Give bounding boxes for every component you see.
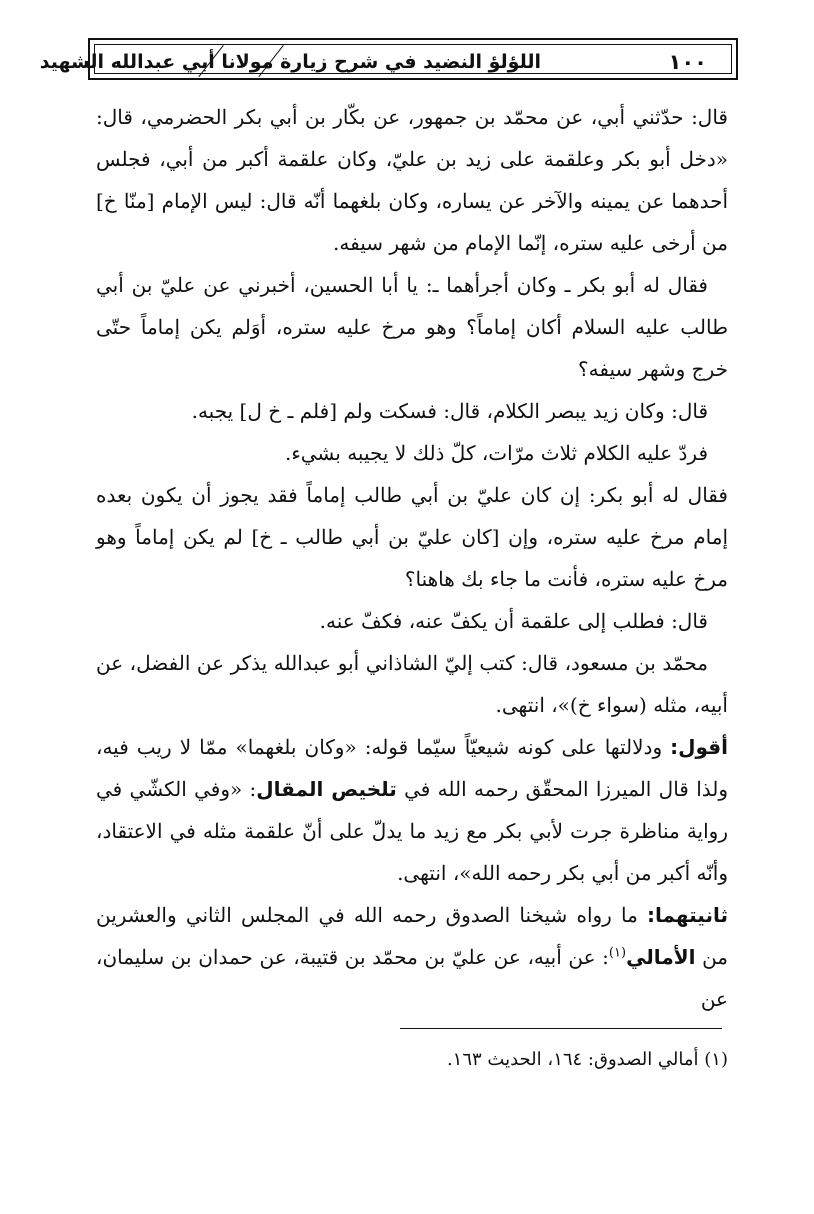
paragraph: فقال له أبو بكر: إن كان عليّ بن أبي طالب إماماً فقد يجوز أن يكون بعده إمام مرخ عليه ستره، وإن [كان عليّ بن أبي طالب ـ خ] لم يكن إماماً وهو مرخ عليه ستره، فأنت ما جاء بك هاهنا؟ [96,483,728,591]
footnote-separator [400,1028,722,1029]
footnote-number: (١) [704,1049,728,1070]
paragraph: قال: فطلب إلى علقمة أن يكفّ عنه، فكفّ عنه. [319,609,708,633]
paragraph: قال: حدّثني أبي، عن محمّد بن جمهور، عن بكّار بن أبي بكر الحضرمي، قال: «دخل أبو بكر وعلقمة على زيد بن عليّ، وكان علقمة أكبر من أبي، فجلس أحدهما عن يمينه والآخر عن يساره، وكان بلغهما أنّه قال: ليس الإمام [منّا خ] من أرخى عليه ستره، إنّما الإمام من شهر سيفه. [96,105,728,255]
header-inner-frame [39,44,732,74]
paragraph: قال: وكان زيد يبصر الكلام، قال: فسكت ولم [فلم ـ خ ل] يجبه. [191,399,708,423]
main-text [96,96,728,1020]
thaniyatuhuma-label: ثانيتهما: [647,903,728,927]
paragraph-aqul [96,726,728,894]
thaniyatuhuma-text-chain: : عن أبيه، عن عليّ بن محمّد بن قتيبة، عن حمدان بن سليمان، عن [96,945,728,1011]
book-name: تلخيص المقال [256,777,397,801]
footnote-reference[interactable]: (١) [608,945,627,961]
footnote [96,1046,728,1074]
book-title: اللؤلؤ النضيد في شرح زيارة مولانا أبي عبدالله الشهيد [39,51,541,73]
paragraph: فقال له أبو بكر ـ وكان أجرأهما ـ: يا أبا الحسين، أخبرني عن عليّ بن أبي طالب عليه السلام أكان إماماً؟ وهو مرخ عليه ستره، أوَلم يكن إماماً حتّى خرج وشهر سيفه؟ [96,273,728,381]
thaniyatuhuma-text: ما رواه شيخنا الصدوق رحمه الله في المجلس الثاني والعشرين من [96,903,729,969]
page-number: ١٠٠ [668,50,707,74]
aqul-label: أقول: [670,735,728,759]
aqul-text-quote: : «وفي الكشّي في رواية مناظرة جرت لأبي بكر مع زيد ما يدلّ على أنّ علقمة مثله في الاعتقاد، وأنّه أكبر من أبي بكر رحمه الله»، انتهى. [96,777,728,885]
running-header [39,38,738,80]
paragraph: فردّ عليه الكلام ثلاث مرّات، كلّ ذلك لا يجيبه بشيء. [285,441,708,465]
paragraph-thaniyatuhuma [96,894,728,1020]
paragraph: محمّد بن مسعود، قال: كتب إليّ الشاذاني أبو عبدالله يذكر عن الفضل، عن أبيه، مثله (سواء خ)»، انتهى. [96,651,728,717]
aqul-text: ودلالتها على كونه شيعيّاً سيّما قوله: «وكان بلغهما» ممّا لا ريب فيه، ولذا قال الميرزا المحقّق رحمه الله في [96,735,728,801]
footnote-text: أمالي الصدوق: ١٦٤، الحديث ١٦٣. [446,1049,699,1070]
book-name: الأمالي [626,945,696,969]
